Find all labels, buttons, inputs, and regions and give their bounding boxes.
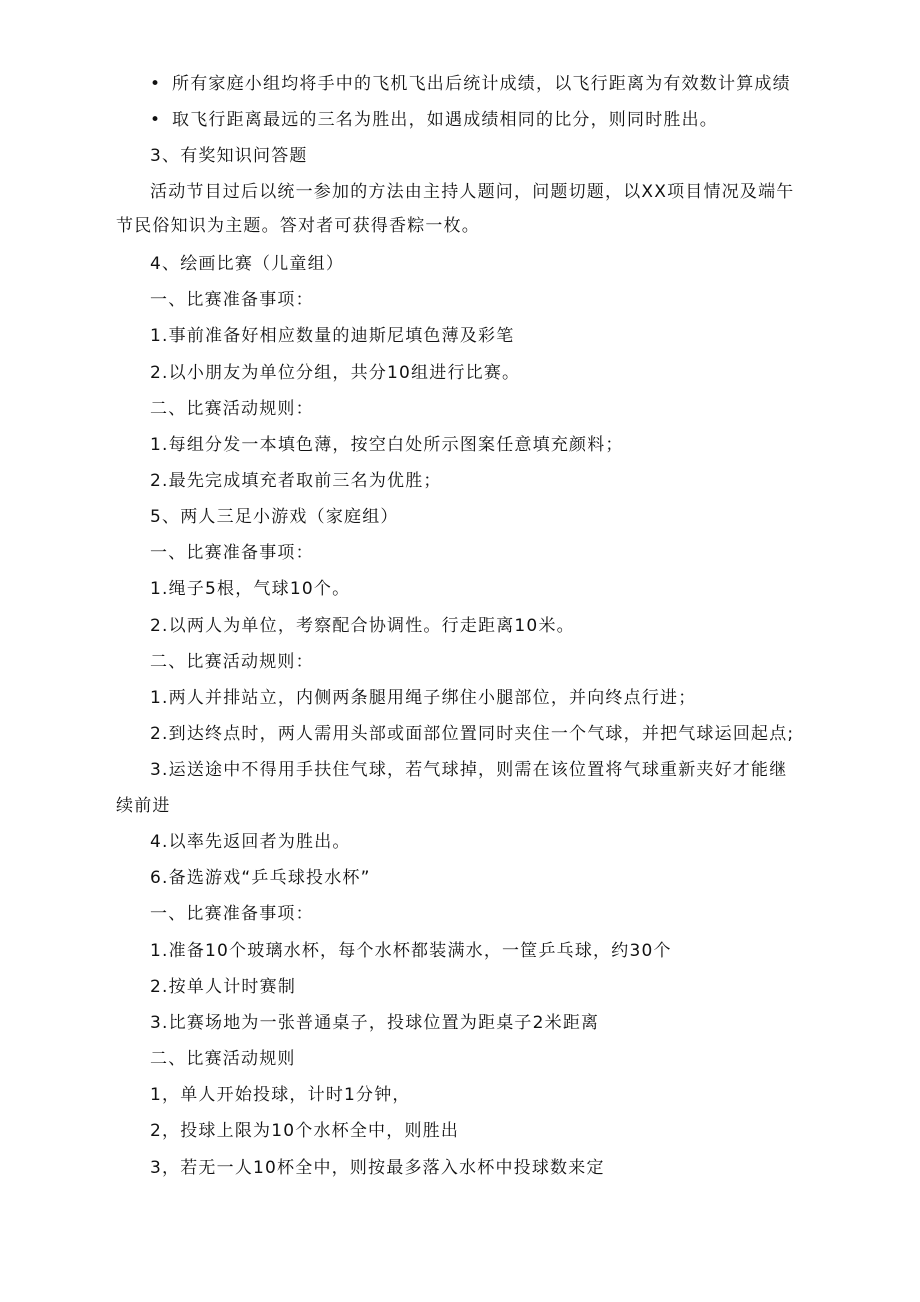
list-item: 2.到达终点时，两人需用头部或面部位置同时夹住一个气球，并把气球运回起点; [150, 724, 795, 744]
list-item: 3.运送途中不得用手扶住气球，若气球掉，则需在该位置将气球重新夹好才能继 [150, 760, 788, 780]
subsection-heading: 二、比赛活动规则 [150, 1049, 296, 1069]
bullet-marker: • [150, 74, 162, 94]
list-item: 2.按单人计时赛制 [150, 977, 297, 997]
bullet-marker: • [150, 110, 162, 130]
subsection-heading: 一、比赛准备事项： [150, 543, 314, 563]
section-heading: 6.备选游戏“乒乓球投水杯” [150, 868, 371, 888]
list-item: 1，单人开始投球，计时1分钟， [150, 1085, 411, 1105]
bullet-text: 取飞行距离最远的三名为胜出，如遇成绩相同的比分，则同时胜出。 [172, 110, 718, 130]
list-item: 3.比赛场地为一张普通桌子，投球位置为距桌子2米距离 [150, 1013, 600, 1033]
list-item: 3，若无一人10杯全中，则按最多落入水杯中投球数来定 [150, 1158, 605, 1178]
section-heading: 3、有奖知识问答题 [150, 146, 308, 166]
subsection-heading: 一、比赛准备事项： [150, 290, 314, 310]
paragraph-line: 节民俗知识为主题。答对者可获得香粽一枚。 [116, 216, 480, 236]
list-item: 1.两人并排站立，内侧两条腿用绳子绑住小腿部位，并向终点行进； [150, 688, 697, 708]
bullet-item [150, 108, 810, 132]
list-item: 2.以小朋友为单位分组，共分10组进行比赛。 [150, 363, 521, 383]
bullet-item [150, 72, 810, 96]
list-item-continuation: 续前进 [116, 796, 171, 816]
section-heading: 5、两人三足小游戏（家庭组） [150, 507, 399, 527]
list-item: 2.最先完成填充者取前三名为优胜； [150, 471, 442, 491]
list-item: 1.事前准备好相应数量的迪斯尼填色薄及彩笔 [150, 326, 515, 346]
list-item: 1.绳子5根，气球10个。 [150, 579, 351, 599]
list-item: 4.以率先返回者为胜出。 [150, 832, 351, 852]
list-item: 1.准备10个玻璃水杯，每个水杯都装满水，一筐乒乓球，约30个 [150, 941, 672, 961]
list-item: 2，投球上限为10个水杯全中，则胜出 [150, 1121, 460, 1141]
section-heading: 4、绘画比赛（儿童组） [150, 254, 345, 274]
bullet-text: 所有家庭小组均将手中的飞机飞出后统计成绩，以飞行距离为有效数计算成绩 [172, 74, 791, 94]
subsection-heading: 一、比赛准备事项： [150, 904, 314, 924]
list-item: 1.每组分发一本填色薄，按空白处所示图案任意填充颜料； [150, 435, 624, 455]
subsection-heading: 二、比赛活动规则： [150, 399, 314, 419]
subsection-heading: 二、比赛活动规则： [150, 652, 314, 672]
list-item: 2.以两人为单位，考察配合协调性。行走距离10米。 [150, 616, 575, 636]
paragraph-line: 活动节目过后以统一参加的方法由主持人题问，问题切题，以XX项目情况及端午 [150, 182, 795, 202]
